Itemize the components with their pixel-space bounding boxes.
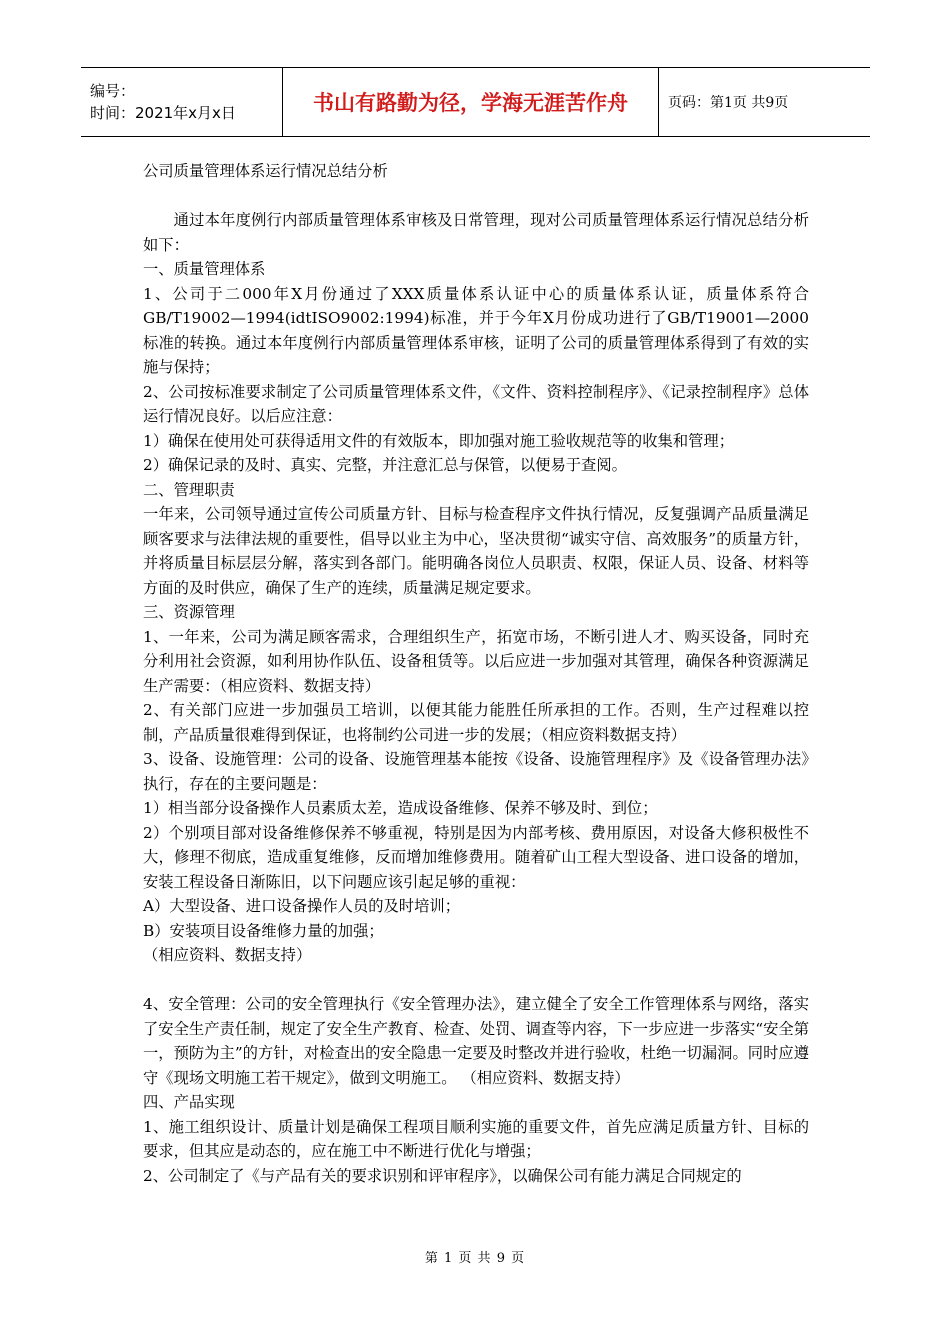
paragraph: （相应资料、数据支持） xyxy=(143,946,312,964)
list-item: A）大型设备、进口设备操作人员的及时培训； xyxy=(143,897,460,915)
list-item: 2）个别项目部对设备维修保养不够重视，特别是因为内部考核、费用原因，对设备大修积极性不大，修理不彻底，造成重复维修，反而增加维修费用。随着矿山工程大型设备、进口设备的增加，安装工程设备日渐陈旧，以下问题应该引起足够的重视： xyxy=(143,823,809,891)
page-footer xyxy=(0,1247,950,1266)
intro-paragraph: 通过本年度例行内部质量管理体系审核及日常管理，现对公司质量管理体系运行情况总结分析如下： xyxy=(143,211,809,254)
paragraph: 2、有关部门应进一步加强员工培训，以便其能力能胜任所承担的工作。否则，生产过程难以控制，产品质量很难得到保证，也将制约公司进一步的发展；（相应资料数据支持） xyxy=(143,701,809,744)
document-time-label: 时间：2021年x月x日 xyxy=(90,104,236,122)
list-item: 1）确保在使用处可获得适用文件的有效版本，即加强对施工验收规范等的收集和管理； xyxy=(143,431,735,450)
paragraph: 一年来，公司领导通过宣传公司质量方针、目标与检查程序文件执行情况，反复强调产品质量满足顾客要求与法律法规的重要性，倡导以业主为中心，坚决贯彻“诚实守信、高效服务”的质量方针，并将质量目标层层分解，落实到各部门。能明确各岗位人员职责、权限，保证人员、设备、材料等方面的及时供应，确保了生产的连续，质量满足规定要求。 xyxy=(143,505,809,597)
document-title: 公司质量管理体系运行情况总结分析 xyxy=(143,162,388,180)
list-item: 1）相当部分设备操作人员素质太差，造成设备维修、保养不够及时、到位； xyxy=(143,799,658,817)
section-heading: 四、产品实现 xyxy=(143,1093,235,1111)
section-heading: 三、资源管理 xyxy=(143,603,235,621)
paragraph: 1、公司于二000年X月份通过了XXX质量体系认证中心的质量体系认证，质量体系符合GB/T19002—1994(idtISO9002:1994)标准，并于今年X月份成功进行了GB/T19001—2000标准的转换。通过本年度例行内部质量管理体系审核，证明了公司的质量管理体系得到了有效的实施与保持； xyxy=(143,284,809,376)
paragraph: 1、施工组织设计、质量计划是确保工程项目顺利实施的重要文件，首先应满足质量方针、目标的要求，但其应是动态的，应在施工中不断进行优化与增强； xyxy=(143,1117,809,1160)
document-body xyxy=(143,159,809,1188)
section-heading: 二、管理职责 xyxy=(143,480,235,499)
paragraph: 2、公司按标准要求制定了公司质量管理体系文件，《文件、资料控制程序》、《记录控制程序》总体运行情况良好。以后应注意： xyxy=(143,382,809,425)
list-item: 2）确保记录的及时、真实、完整，并注意汇总与保管，以便易于查阅。 xyxy=(143,456,627,474)
document-header xyxy=(81,67,870,137)
section-heading: 一、质量管理体系 xyxy=(143,260,266,278)
blank-line xyxy=(143,968,809,993)
page-indicator: 页码：第1页 共9页 xyxy=(668,95,789,111)
paragraph: 1、一年来，公司为满足顾客需求，合理组织生产，拓宽市场，不断引进人才、购买设备，同时充分利用社会资源，如利用协作队伍、设备租赁等。以后应进一步加强对其管理，确保各种资源满足生产需要：（相应资料、数据支持） xyxy=(143,627,809,695)
motto-text: 书山有路勤为径，学海无涯苦作舟 xyxy=(313,91,628,115)
document-number-label: 编号： xyxy=(90,82,136,100)
header-meta xyxy=(81,68,283,136)
header-page-info xyxy=(659,68,870,136)
paragraph: 2、公司制定了《与产品有关的要求识别和评审程序》，以确保公司有能力满足合同规定的 xyxy=(143,1166,742,1185)
list-item: B）安装项目设备维修力量的加强； xyxy=(143,921,384,940)
paragraph: 4、安全管理：公司的安全管理执行《安全管理办法》，建立健全了安全工作管理体系与网络，落实了安全生产责任制，规定了安全生产教育、检查、处罚、调查等内容，下一步应进一步落实“安全第一，预防为主”的方针，对检查出的安全隐患一定要及时整改并进行验收，杜绝一切漏洞。同时应遵守《现场文明施工若干规定》，做到文明施工。 （相应资料、数据支持） xyxy=(143,995,809,1087)
header-motto xyxy=(283,68,659,136)
footer-page-number: 第 1 页 共 9 页 xyxy=(424,1251,526,1266)
paragraph: 3、设备、设施管理：公司的设备、设施管理基本能按《设备、设施管理程序》及《设备管理办法》执行，存在的主要问题是： xyxy=(143,750,809,793)
